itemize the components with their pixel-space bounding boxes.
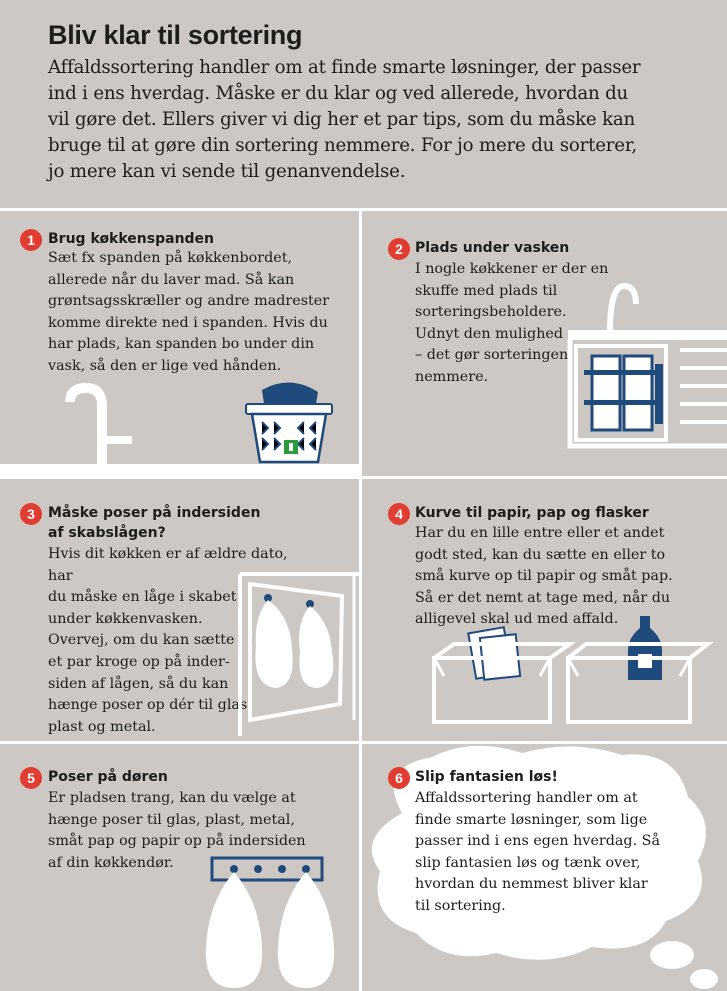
- tip-title: [415, 238, 569, 258]
- tip-title: [415, 767, 558, 787]
- paper-basket-icon: [434, 627, 570, 722]
- bag-icon: [299, 606, 333, 688]
- sorting-bins-icon: [584, 356, 663, 430]
- tip-title-line: Kurve til papir, pap og flasker: [415, 505, 649, 521]
- tip-title: [48, 229, 214, 249]
- tip-text-line: har plads, kan spanden bo under din: [48, 336, 315, 353]
- tip-text-line: grøntsagsskræller og andre madrester: [48, 293, 330, 310]
- tip-text-line: finde smarte løsninger, som lige: [415, 811, 648, 828]
- tip-title-line: af skabslågen?: [48, 525, 166, 541]
- intro-line: ind i ens hverdag. Måske er du klar og ved allerede, hvordan du: [48, 83, 629, 104]
- tip-text-line: Affaldssortering handler om at: [415, 790, 638, 806]
- intro-text: [48, 55, 668, 185]
- tip-text-line: alligevel skal ud med affald.: [415, 611, 619, 628]
- tip-number-badge: 5: [20, 767, 42, 789]
- tip-number-badge: 2: [388, 238, 410, 260]
- tip-text-line: sorteringsbeholdere.: [415, 304, 567, 321]
- tip-text-line: under køkkenvasken.: [48, 610, 203, 627]
- tip-text-line: små kurve op til papir og småt pap.: [415, 568, 673, 585]
- tip-text-line: slip fantasien løs og tænk over,: [415, 854, 641, 871]
- tip-text-line: hvordan du nemmest bliver klar: [415, 876, 648, 893]
- tip-title-line: Brug køkkenspanden: [48, 231, 215, 247]
- tip-title: [415, 503, 649, 523]
- intro-line: Affaldssortering handler om at finde smarte løsninger, der passer: [48, 57, 641, 78]
- kitchen-bin-icon: [246, 382, 332, 462]
- tip-text-line: Så er det nemt at tage med, når du: [415, 589, 671, 606]
- tip-number-badge: 4: [388, 503, 410, 525]
- tip-text-line: Sæt fx spanden på køkkenbordet,: [48, 250, 292, 266]
- tip-text-line: hænge poser til glas, plast, metal,: [48, 811, 295, 828]
- bag-icon: [255, 600, 292, 688]
- tip-text-line: – det gør sorteringen: [415, 347, 569, 364]
- tip-text-line: Overvej, om du kan sætte: [48, 632, 235, 649]
- tip-title-line: Plads under vasken: [415, 240, 570, 256]
- tip-title-line: Poser på døren: [48, 769, 168, 785]
- tip-title: [48, 767, 168, 787]
- tip-text-line: Er pladsen trang, kan du vælge at: [48, 790, 296, 806]
- tip-number-badge: 6: [388, 767, 410, 789]
- tip-text-line: I nogle køkkener er der en: [415, 261, 609, 277]
- intro-line: jo mere kan vi sende til genanvendelse.: [48, 161, 406, 182]
- tip-text-line: allerede når du laver mad. Så kan: [48, 271, 295, 288]
- bag-icon: [278, 872, 334, 988]
- sink-and-kitchen-bin-illustration: [0, 366, 360, 476]
- tip-text-line: hænge poser op dér til glas,: [48, 697, 252, 714]
- divider-top: [0, 208, 727, 211]
- tip-title-line: Måske poser på indersiden: [48, 505, 261, 521]
- tip-text-line: Har du en lille entre eller et andet: [415, 525, 665, 541]
- tip-text-line: passer ind i ens egen hverdag. Så: [415, 833, 660, 850]
- tip-text-line: siden af lågen, så du kan: [48, 675, 229, 692]
- tip-text-line: vask, så den er lige ved hånden.: [48, 357, 282, 374]
- tip-text-line: til sortering.: [415, 897, 506, 914]
- page-title: Bliv klar til sortering: [48, 20, 303, 50]
- baskets-with-paper-and-bottle-illustration: [430, 610, 720, 740]
- drawer-with-sorting-bins-illustration: [362, 276, 727, 476]
- tip-number-badge: 3: [20, 503, 42, 525]
- divider-middle-1: [0, 476, 727, 479]
- tip-number-badge: 1: [20, 229, 42, 251]
- tip-text-line: du måske en låge i skabet: [48, 589, 237, 606]
- tip-text-line: et par kroge op på inder-: [48, 653, 230, 670]
- tip-title-line: Slip fantasien løs!: [415, 769, 558, 785]
- tip-text-line: plast og metal.: [48, 718, 156, 735]
- tip-text-line: komme direkte ned i spanden. Hvis du: [48, 314, 328, 331]
- tip-text-line: godt sted, kan du sætte en eller to: [415, 546, 666, 563]
- intro-line: vil gøre det. Ellers giver vi dig her et par tips, som du måske kan: [48, 109, 636, 130]
- tip-text: [415, 788, 695, 918]
- tip-text-line: Udnyt den mulighed: [415, 325, 564, 342]
- bag-icon: [206, 872, 262, 988]
- bottle-basket-icon: [568, 616, 708, 722]
- tip-text-line: nemmere.: [415, 368, 489, 385]
- tip-text-line: Hvis dit køkken er af ældre dato, har: [48, 546, 288, 584]
- hook-rail-with-bags-illustration: [190, 852, 340, 987]
- tip-text: [48, 248, 348, 378]
- intro-line: bruge til at gøre din sortering nemmere. For jo mere du sorterer,: [48, 135, 637, 156]
- tip-text-line: småt pap og papir op på indersiden: [48, 833, 306, 850]
- tip-text-line: af din køkkendør.: [48, 854, 174, 871]
- tip-text-line: skuffe med plads til: [415, 282, 558, 299]
- header: [0, 0, 727, 208]
- tip-title: [48, 503, 260, 543]
- cabinet-door-with-bags-illustration: [234, 566, 359, 736]
